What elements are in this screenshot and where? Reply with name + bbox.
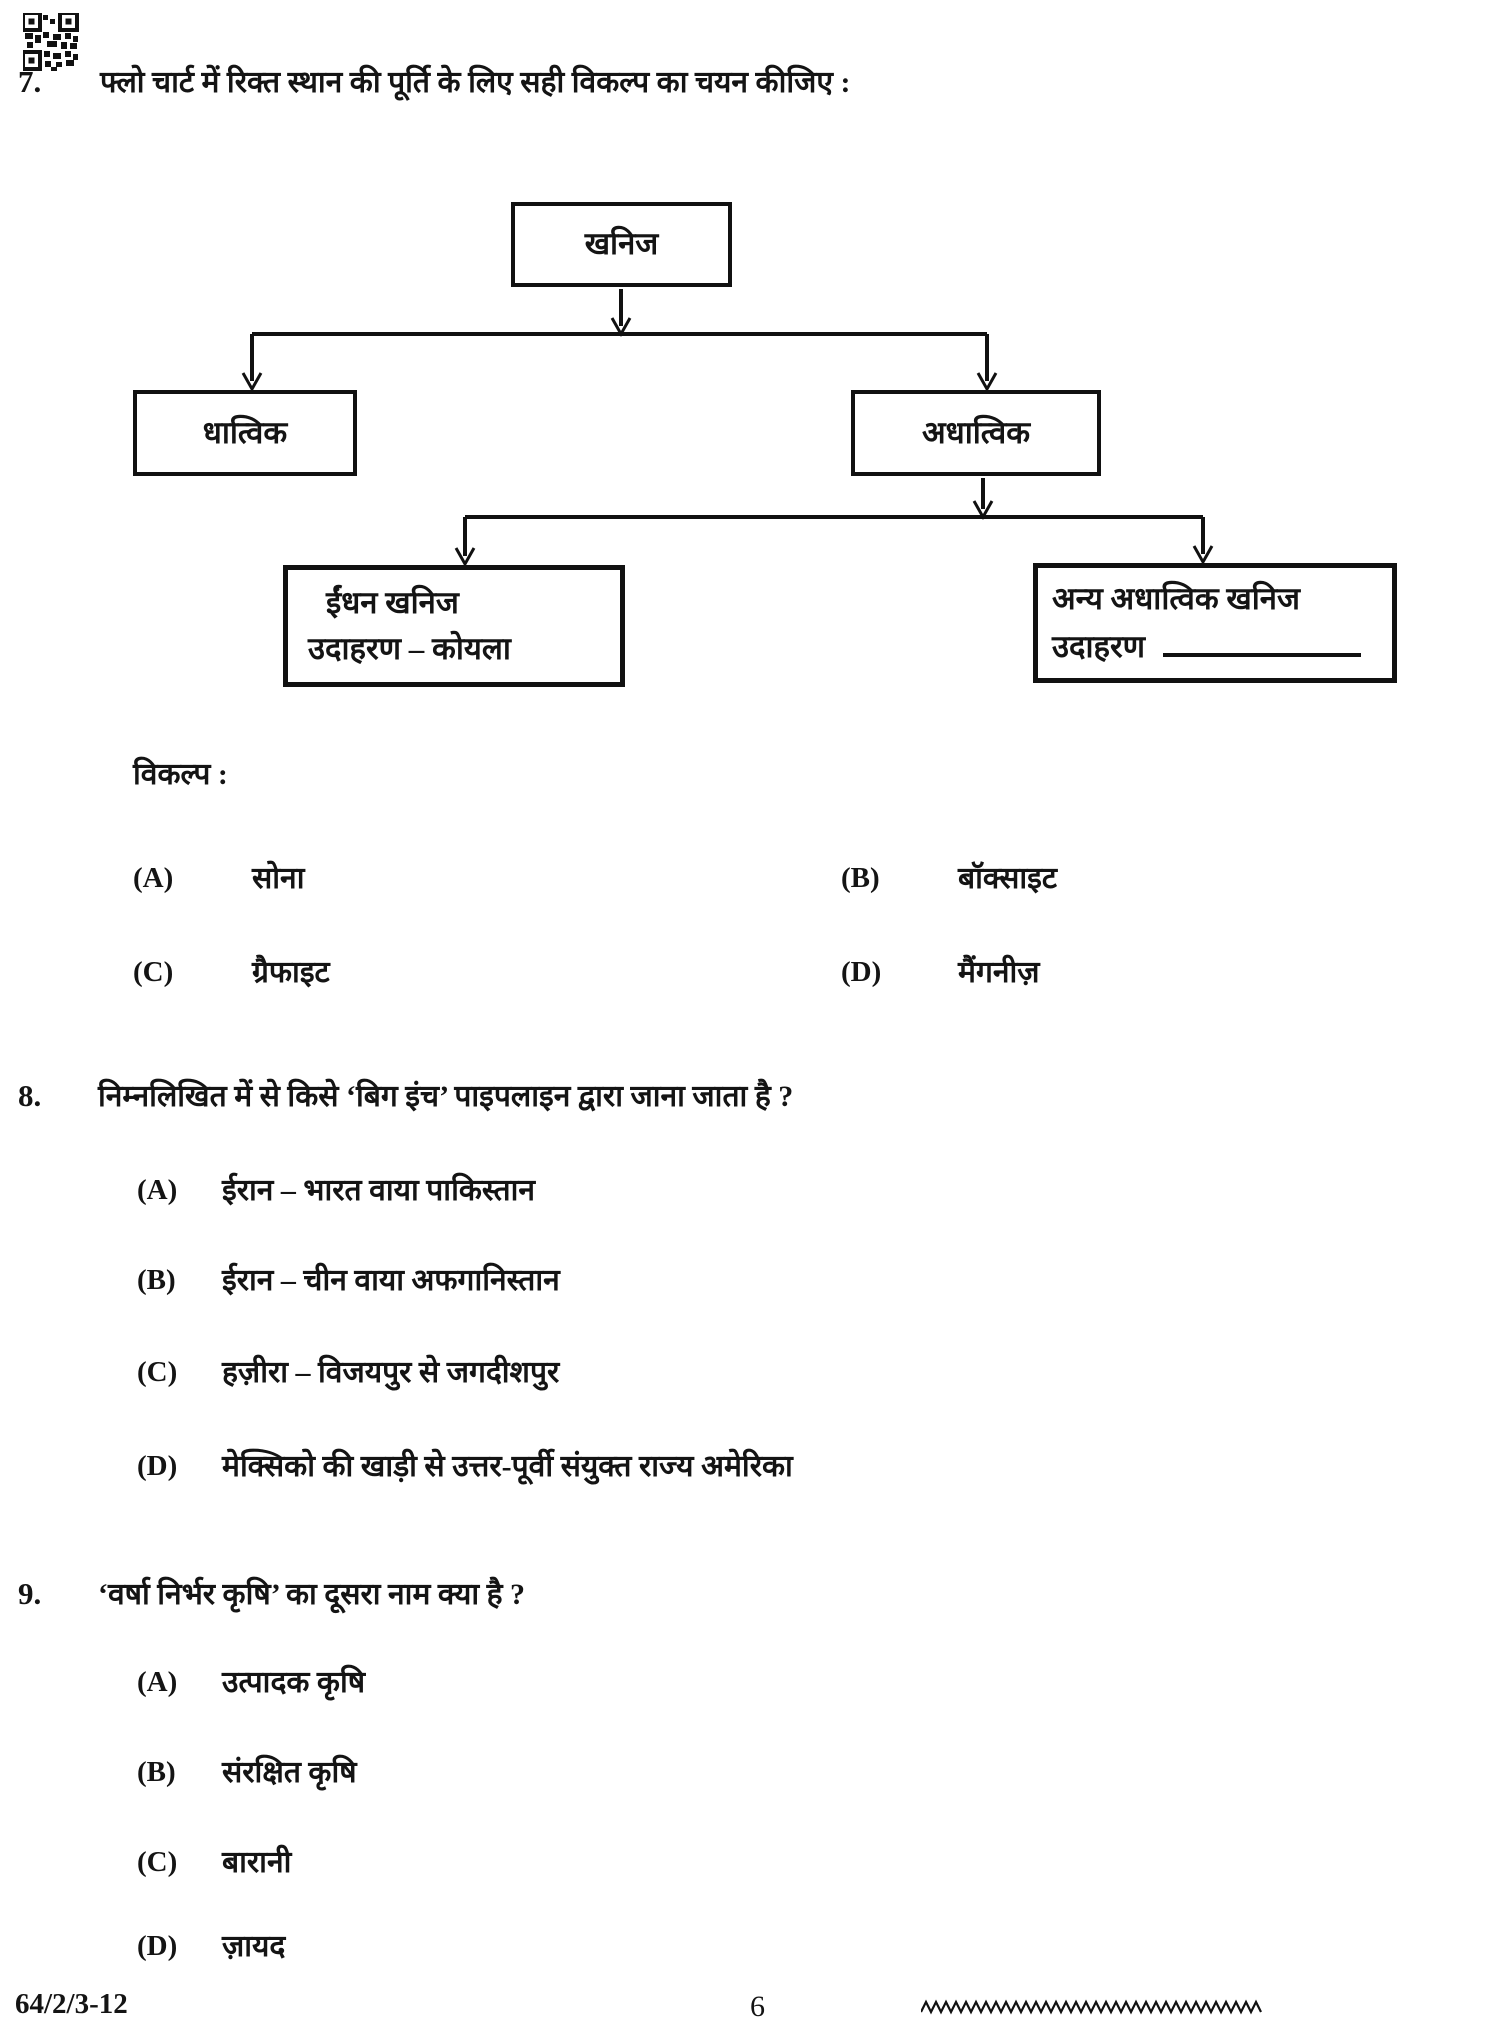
paper-code: 64/2/3-12 (15, 1988, 128, 2020)
q9-option-c-label: (C) (137, 1846, 178, 1878)
q8-option-d-label: (D) (137, 1450, 178, 1482)
q9-option-a-text: उत्पादक कृषि (222, 1666, 366, 1699)
flowchart-box-nonmetallic-label: अधात्विक (921, 414, 1031, 450)
q8-option-b-label: (B) (137, 1264, 176, 1296)
q7-option-c-text: ग्रैफाइट (252, 956, 330, 989)
question-8-number: 8. (18, 1078, 42, 1113)
q8-option-c-label: (C) (137, 1356, 178, 1388)
q7-option-a-label: (A) (133, 862, 174, 894)
q9-option-d-text: ज़ायद (222, 1930, 286, 1963)
q8-option-c-text: हज़ीरा – विजयपुर से जगदीशपुर (222, 1356, 560, 1389)
q9-option-b-label: (B) (137, 1756, 176, 1788)
q8-option-a-label: (A) (137, 1174, 178, 1206)
q7-option-a-text: सोना (252, 862, 305, 895)
zigzag-mark (921, 1996, 1266, 2018)
q8-option-a-text: ईरान – भारत वाया पाकिस्तान (222, 1174, 536, 1207)
flowchart-box-metallic (133, 390, 357, 476)
q7-options-heading: विकल्प : (133, 758, 228, 791)
q8-option-d-text: मेक्सिको की खाड़ी से उत्तर-पूर्वी संयुक्त राज्य अमेरिका (222, 1450, 793, 1483)
fuel-minerals-example: उदाहरण – कोयला (308, 631, 511, 666)
question-7-text: फ्लो चार्ट में रिक्त स्थान की पूर्ति के लिए सही विकल्प का चयन कीजिए : (100, 66, 851, 99)
flowchart-box-metallic-label: धात्विक (202, 414, 288, 450)
other-nonmetallic-title: अन्य अधात्विक खनिज (1052, 581, 1300, 616)
q8-option-b-text: ईरान – चीन वाया अफगानिस्तान (222, 1264, 560, 1297)
q9-option-c-text: बारानी (222, 1846, 292, 1879)
flowchart-box-nonmetallic (851, 390, 1101, 476)
blank-underline (1163, 623, 1361, 657)
other-nonmetallic-example (1052, 623, 1361, 671)
page-number: 6 (750, 1990, 765, 2023)
q9-option-a-label: (A) (137, 1666, 178, 1698)
question-7-number: 7. (18, 64, 42, 99)
question-9-text: ‘वर्षा निर्भर कृषि’ का दूसरा नाम क्या है ? (98, 1578, 526, 1611)
flowchart-box-other-nonmetallic (1033, 563, 1397, 683)
q9-option-b-text: संरक्षित कृषि (222, 1756, 357, 1789)
q7-option-c-label: (C) (133, 956, 174, 988)
q7-option-d-text: मैंगनीज़ (958, 956, 1040, 989)
q7-option-d-label: (D) (841, 956, 882, 988)
other-nonmetallic-example-prefix: उदाहरण (1052, 628, 1146, 664)
flowchart-box-fuel-minerals (283, 565, 625, 687)
flowchart-box-minerals-label: खनिज (584, 226, 659, 262)
flowchart-box-minerals (511, 202, 732, 287)
question-9-number: 9. (18, 1576, 42, 1611)
q7-option-b-text: बॉक्साइट (958, 862, 1057, 895)
q7-option-b-label: (B) (841, 862, 880, 894)
q9-option-d-label: (D) (137, 1930, 178, 1962)
question-8-text: निम्नलिखित में से किसे ‘बिग इंच’ पाइपलाइन द्वारा जाना जाता है ? (98, 1080, 794, 1113)
qr-code-icon (23, 13, 79, 71)
fuel-minerals-title: ईंधन खनिज (326, 584, 459, 620)
